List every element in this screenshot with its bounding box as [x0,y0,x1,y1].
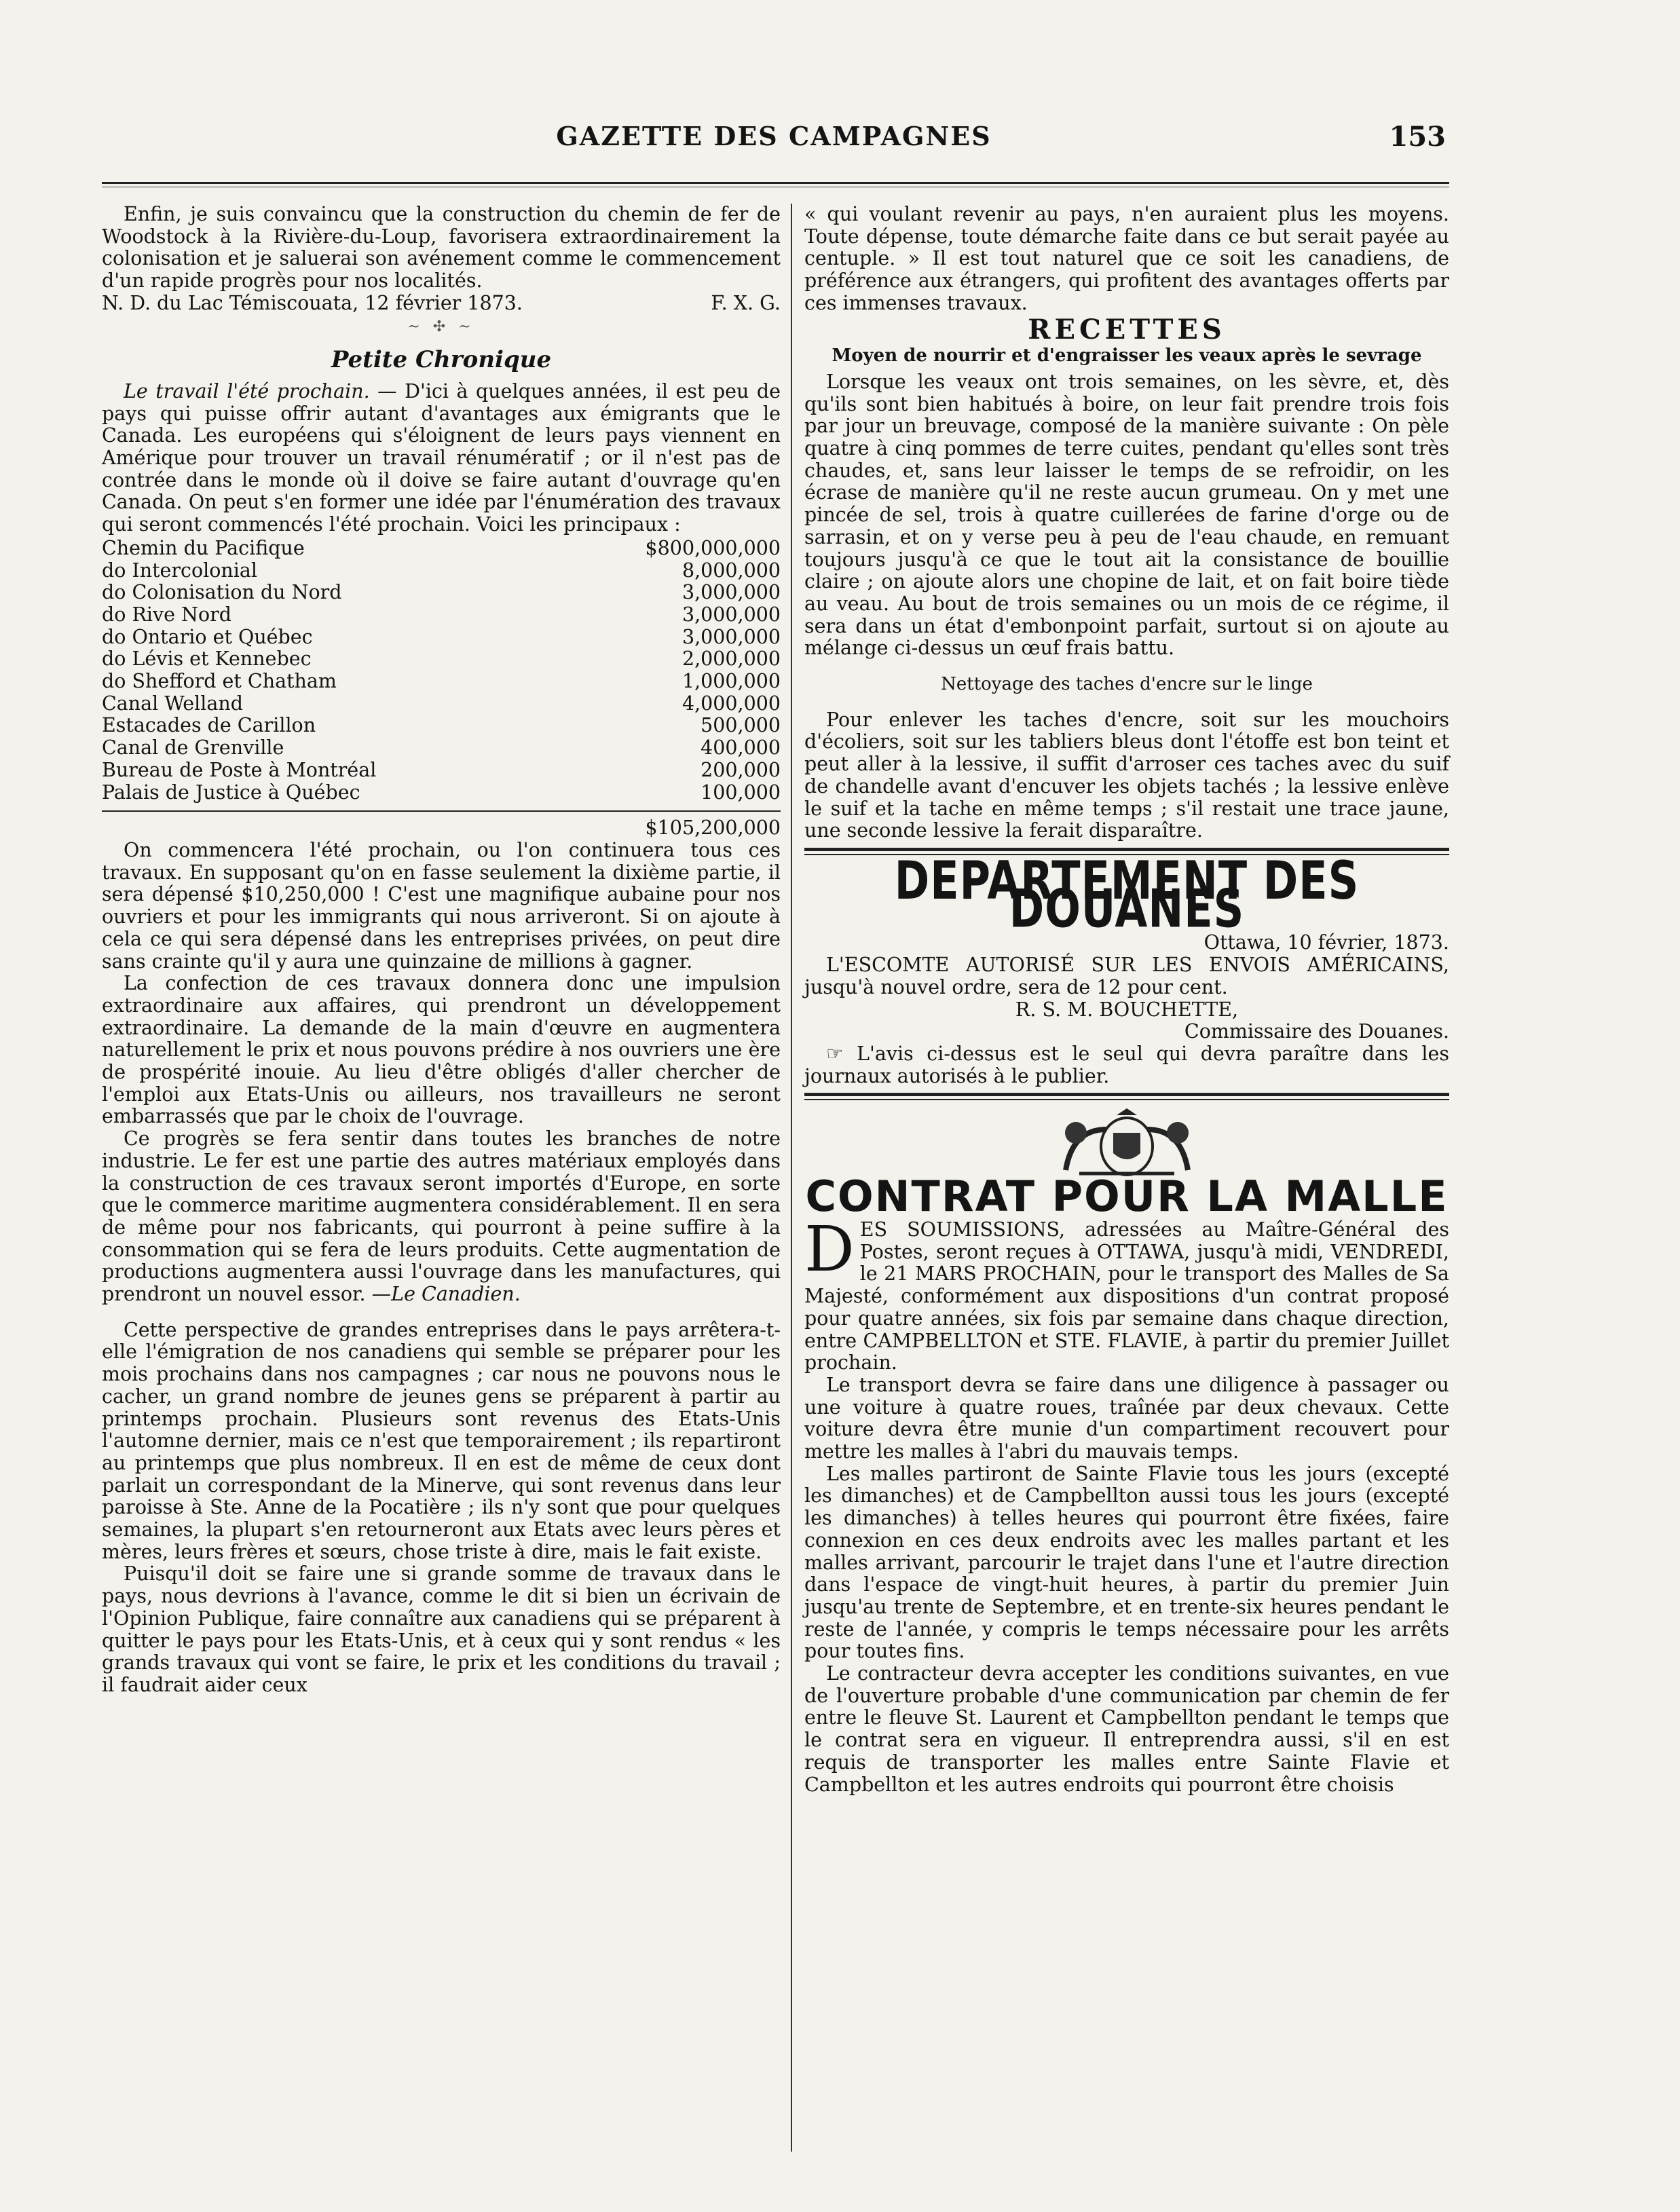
ledger-amount: 3,000,000 [682,603,781,626]
douanes-note-text: L'avis ci-dessus est le seul qui devra paraître dans les journaux autorisés à le publier. [804,1042,1449,1087]
paragraph-4-text: Ce progrès se fera sentir dans toutes les branches de notre industrie. Le fer est une partie des autres matériaux employés dans la construction de ces travaux seront importés d'Europe, en sorte que le commerce maritime augmentera considérablement. Il en sera de même pour nos fabricants, qui pourront à peine suffire à la consommation qui se fera de leurs produits. Cette augmentation de productions augmentera aussi l'ouvrage dans les manufactures, qui prendront un nouvel essor. [102,1127,781,1306]
signature-line [102,293,781,315]
contrat-paragraph-2: Le transport devra se faire dans une diligence à passager ou une voiture à quatre roues, traînée par deux chevaux. Cette voiture devra être munie d'un compartiment recouvert pour mettre les malles à l'abri du mauvais temps. [804,1373,1449,1463]
douanes-signer: R. S. M. BOUCHETTE, [1015,998,1239,1021]
section-title: Petite Chronique [331,346,552,374]
ledger-label: Bureau de Poste à Montréal [102,758,377,781]
ledger-label: do Shefford et Chatham [102,670,337,693]
douanes-date: Ottawa, 10 février, 1873. [1203,931,1449,954]
signature-place: N. D. du Lac Témiscouata, 12 février 1873. [102,291,523,314]
ledger-amount: 3,000,000 [682,625,781,648]
paragraph-4 [102,1128,781,1306]
ledger-amount: 3,000,000 [682,581,781,604]
ledger-label: do Intercolonial [102,559,257,582]
paragraph-3: La confection de ces travaux donnera donc une impulsion extraordinaire aux affaires, qui prendront un développement extraordinaire. La demande de la main d'œuvre en augmentera naturellement le prix et nous pouvons prédire à nos ouvriers une ère de prospérité inouie. Au lieu d'être obligés d'aller chercher de l'emploi aux Etats-Unis ou ailleurs, nos travailleurs ne seront embarrassés que par le choix de l'ouvrage. [102,972,781,1128]
right-column [804,204,1449,1796]
page-header [102,121,1446,155]
ledger-amount: 400,000 [701,736,781,760]
ledger-label: do Colonisation du Nord [102,581,342,604]
column-rule [791,204,792,2152]
chronique-lead: Le travail l'été prochain. [124,379,370,402]
ledger-amount: 200,000 [701,758,781,781]
paragraph-4-source: —Le Canadien. [371,1283,521,1306]
ledger-row [102,560,781,582]
signature-initials: F. X. G. [711,291,781,314]
contrat-paragraph-3: Les malles partiront de Sainte Flavie tous les jours (excepté les dimanches) et de Campbellton aussi tous les jours (excepté les dimanches) à telles heures qui pourront être fixées, faire connexion en ces deux endroits avec les malles partant et les malles arrivant, parcourir le trajet dans l'une et l'autre direction dans l'espace de vingt-huit heures, à partir du premier Juin jusqu'au trente de Septembre, et en trente-six heures pendant le reste de l'année, y compris le temps nécessaire pour les arrêts pour toutes fins. [804,1462,1449,1663]
header-rule [102,182,1449,184]
drop-cap: D [804,1213,855,1286]
recettes-title: RECETTES [1028,313,1226,345]
ledger-row [102,671,781,693]
ledger-row [102,626,781,649]
douanes-text: L'ESCOMTE AUTORISÉ SUR LES ENVOIS AMÉRICAINS, jusqu'à nouvel ordre, sera de 12 pour cent. [804,954,1449,998]
ledger-label: do Lévis et Kennebec [102,648,312,671]
contrat-paragraph-1-text: ES SOUMISSIONS, adressées au Maître-Général des Postes, seront reçues à OTTAWA, jusqu'à midi, VENDREDI, le 21 MARS PROCHAIN, pour le transport des Malles de Sa Majesté, conformément aux dispositions d'un contrat proposé pour quatre années, six fois par semaine dans chaque direction, entre CAMPBELLTON et STE. FLAVIE, à partir du premier Juillet prochain. [804,1218,1449,1374]
ledger-row [102,782,781,804]
ledger-row [102,715,781,737]
continued-paragraph: « qui voulant revenir au pays, n'en auraient plus les moyens. Toute dépense, toute démarche faite dans ce but serait payée au centuple. » Il est tout naturel que ce soit les canadiens, de préférence aux étrangers, qui profitent des avantages offerts par ces immenses travaux. [804,203,1449,314]
left-column [102,204,781,1697]
royal-crest-icon [1039,1106,1215,1180]
contrat-title: CONTRAT POUR LA MALLE [805,1171,1449,1222]
ledger-row [102,538,781,560]
ledger-row [102,737,781,760]
contrat-paragraph-1 [804,1213,1449,1374]
ledger-label: Canal Welland [102,692,243,715]
ledger-row [102,693,781,715]
ledger-label: Canal de Grenville [102,736,284,760]
ledger-amount: 2,000,000 [682,648,781,671]
ledger-label: Chemin du Pacifique [102,536,305,559]
recette-2-title: Nettoyage des taches d'encre sur le linge [941,674,1313,695]
paragraph-5: Cette perspective de grandes entreprises dans le pays arrêtera-t-elle l'émigration de nos canadiens qui semble se préparer pour les mois prochains dans nos campagnes ; car nous ne pouvons nous le cacher, un grand nombre de jeunes gens se préparent à partir au printemps prochain. Plusieurs sont revenus des Etats-Unis l'automne dernier, mais ce n'est que temporairement ; ils repartiront au printemps que plus nombreux. Il en est de même de ceux dont parlait un correspondant de la Minerve, qui sont revenus dans leur paroisse à Ste. Anne de la Pocatière ; ils n'y sont que pour quelques semaines, la plupart s'en retourneront aux Etats avec leurs pères et mères, leurs frères et sœurs, chose triste à dire, mais le fait existe. [102,1318,781,1563]
recette-1-text: Lorsque les veaux ont trois semaines, on les sèvre, et, dès qu'ils sont bien habitués à boire, on leur fait prendre trois fois par jour un breuvage, composé de la manière suivante : On pèle quatre à cinq pommes de terre cuites, pendant qu'elles sont très chaudes, et, sans leur laisser le temps de se refroidir, on les écrase de manière qu'il ne reste aucun grumeau. On y met une pincée de sel, trois à quatre cuillerées de farine d'orge ou de sarrasin, et on y verse peu à peu de l'eau chaude, en remuant toujours jusqu'à ce que le tout ait la consistance de bouillie claire ; on ajoute alors une chopine de lait, et on fait boire tiède au veau. Au bout de trois semaines ou un mois de ce régime, il sera dans un état d'embonpoint parfait, surtout si on ajoute au mélange ci-dessus un œuf frais battu. [804,370,1449,660]
recette-2-text: Pour enlever les taches d'encre, soit sur les mouchoirs d'écoliers, soit sur les tabliers bleus dont l'étoffe est bon teint et peut aller à la lessive, il suffit d'arroser ces taches avec du suif de chandelle avant d'encuver les objets tachés ; la lessive enlève le suif et la tache en même temps ; s'il restait une trace jaune, une seconde lessive la ferait disparaître. [804,708,1449,842]
ledger-row [102,604,781,626]
intro-paragraph: Enfin, je suis convaincu que la construction du chemin de fer de Woodstock à la Rivière-du-Loup, favorisera extraordinairement la colonisation et je saluerai son avénement comme le commencement d'un rapide progrès pour nos localités. [102,203,781,293]
ledger-amount: 500,000 [701,714,781,737]
paragraph-2: On commencera l'été prochain, ou l'on continuera tous ces travaux. En supposant qu'on en fasse seulement la dixième partie, il sera dépensé $10,250,000 ! C'est une magnifique aubaine pour nos ouvriers et pour les immigrants qui nous arriveront. Si on ajoute à cela ce qui sera dépensé dans les entreprises privées, on peut dire sans crainte qu'il y aura une quinzaine de millions à gagner. [102,838,781,973]
page-number: 153 [1389,121,1446,153]
ledger-amount: 1,000,000 [682,670,781,693]
douanes-note [804,1043,1449,1087]
ledger-row [102,760,781,782]
ledger-label: Estacades de Carillon [102,714,316,737]
ledger-label: do Rive Nord [102,603,232,626]
recette-1-title: Moyen de nourrir et d'engraisser les veaux après le sevrage [832,345,1422,367]
ornament-divider: ~ ✣ ~ [407,318,475,335]
ledger-amount: 100,000 [701,781,781,804]
ledger-total: $105,200,000 [102,810,781,840]
masthead: GAZETTE DES CAMPAGNES [556,121,992,151]
ledger-row [102,582,781,604]
ledger-row [102,648,781,671]
ledger-label: do Ontario et Québec [102,625,313,648]
paragraph-6: Puisqu'il doit se faire une si grande somme de travaux dans le pays, nous devrions à l'avance, comme le dit si bien un écrivain de l'Opinion Publique, faire connaître aux canadiens qui se préparent à quitter le pays pour les Etats-Unis, et à ceux qui y sont rendus « les grands travaux qui vont se faire, le prix et les conditions du travail ; il faudrait aider ceux [102,1562,781,1696]
ledger-amount: $800,000,000 [645,536,781,559]
pointing-hand-icon: ☞ [826,1042,844,1065]
ledger-label: Palais de Justice à Québec [102,781,360,804]
ledger-amount: 4,000,000 [682,692,781,715]
chronique-text: — D'ici à quelques années, il est peu de pays qui puisse offrir autant d'avantages aux émigrants que le Canada. Les européens qui s'éloignent de leurs pays viennent en Amérique pour trouver un travail rénumératif ; or il n'est pas de contrée dans le monde où il doive se faire autant d'ouvrage qu'en Canada. On peut s'en former une idée par l'énumération des travaux qui seront commencés l'été prochain. Voici les principaux : [102,379,781,536]
chronique-paragraph-1 [102,381,781,536]
contrat-paragraph-4: Le contracteur devra accepter les conditions suivantes, en vue de l'ouverture probable d'une communication par chemin de fer entre le fleuve St. Laurent et Campbellton pendant le temps que le contrat sera en vigueur. Il entreprendra aussi, s'il en est requis de transporter les malles entre Sainte Flavie et Campbellton et les autres endroits qui pourront être choisis [804,1662,1449,1796]
ledger [102,538,781,840]
douanes-role: Commissaire des Douanes. [1184,1020,1449,1043]
section-rule [804,1093,1449,1100]
ledger-amount: 8,000,000 [682,559,781,582]
douanes-title: DEPARTEMENT DES DOUANES [894,849,1360,939]
